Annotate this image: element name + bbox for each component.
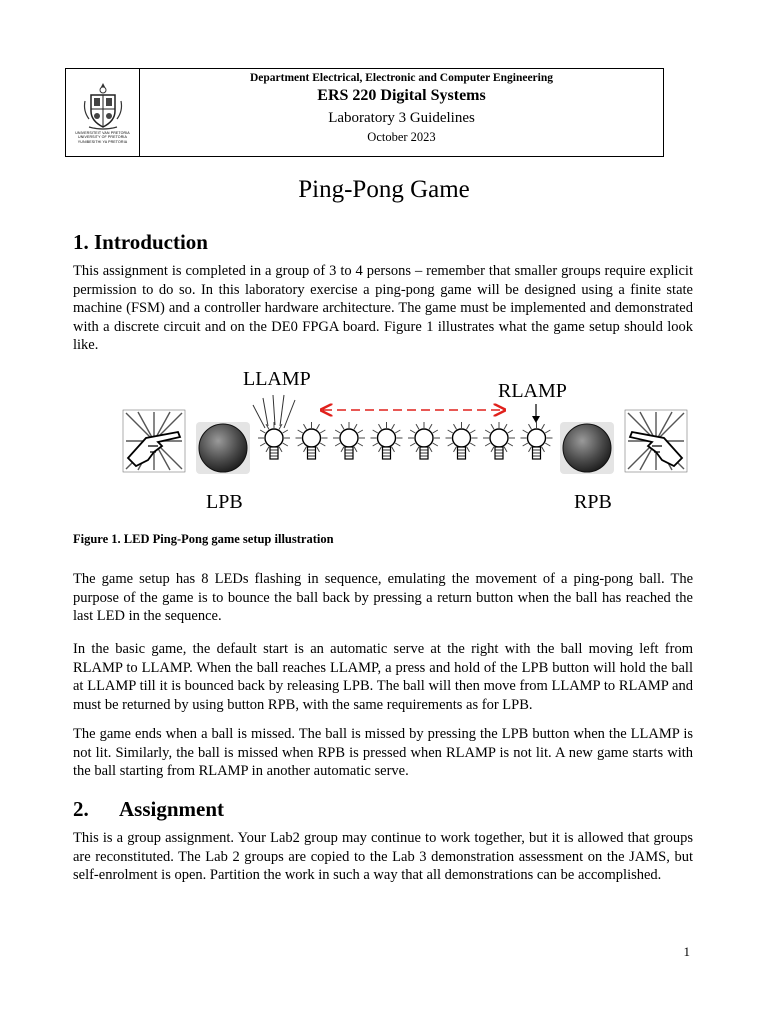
led-bulb (408, 422, 440, 459)
led-bulb (446, 422, 478, 459)
section-title: Assignment (119, 797, 225, 821)
left-hand-icon (123, 410, 185, 472)
crest-icon (81, 81, 125, 131)
section-heading-introduction: 1. Introduction (73, 230, 208, 254)
department-name: Department Electrical, Electronic and Computer Engineering (249, 72, 553, 84)
page-title: Ping-Pong Game (298, 176, 470, 203)
rlamp-label: RLAMP (498, 380, 567, 402)
section-number: 2. (73, 797, 89, 821)
logo-caption-line: UNIVERSITEIT VAN PRETORIA (75, 130, 130, 135)
rpb-label: RPB (574, 491, 612, 513)
university-logo (66, 69, 140, 156)
led-bulb (258, 422, 290, 459)
lpb-label: LPB (206, 491, 243, 513)
body-paragraph: The game ends when a ball is missed. The ball is missed by pressing the LPB button when the LLAMP is not lit. Similarly, the ball is missed when RPB is pressed when RLAMP is not lit. A new game starts with the ball starting from RLAMP in another automatic serve. (73, 726, 693, 779)
lab-title: Laboratory 3 Guidelines (328, 110, 475, 126)
led-bulb (521, 422, 553, 459)
led-bulb (483, 422, 515, 459)
assignment-paragraph: This is a group assignment. Your Lab2 group may continue to work together, but it is allowed that groups are reconstituted. The Lab 2 groups are copied to the Lab 3 demonstration assessment on the JAMS, but self-enrolment is open. Partition the work in such a way that all demonstrations can be accomplished. (73, 830, 693, 883)
document-date: October 2023 (367, 130, 436, 144)
led-bulb (371, 422, 403, 459)
body-paragraph: In the basic game, the default start is an automatic serve at the right with the ball moving left from RLAMP to LLAMP. When the ball reaches LLAMP, a press and hold of the LPB button will hold the ball at LLAMP till it is bounced back by releasing LPB. The ball will then move from LLAMP to RLAMP and must be returned by using button RPB, with the same requirements as for LPB. (73, 641, 693, 713)
figure-ping-pong-setup (118, 360, 692, 525)
intro-paragraph: This assignment is completed in a group of 3 to 4 persons – remember that smaller groups require explicit permission to do so. In this laboratory exercise a ping-pong game will be designed using a finite state machine (FSM) and a controller hardware architecture. The game must be implemented and demonstrated with a discrete circuit and on the DE0 FPGA board. Figure 1 illustrates what the game setup should look like. (73, 263, 693, 353)
rlamp-pointer-arrow (532, 404, 540, 423)
right-push-button (560, 422, 614, 474)
figure-illustration (118, 360, 692, 520)
led-bulb (333, 422, 365, 459)
logo-caption-line: YUNIBESITHI YA PRETORIA (77, 139, 128, 144)
course-title: ERS 220 Digital Systems (317, 87, 486, 104)
logo-caption (75, 131, 130, 145)
logo-caption-line: UNIVERSITY OF PRETORIA (78, 135, 127, 140)
document-header (65, 68, 664, 157)
led-row (258, 422, 553, 459)
right-hand-icon (625, 410, 687, 472)
header-text (140, 69, 663, 156)
page-number: 1 (683, 944, 690, 959)
section-heading-assignment (73, 797, 224, 822)
llamp-label: LLAMP (243, 368, 311, 390)
left-push-button (196, 422, 250, 474)
figure-caption: Figure 1. LED Ping-Pong game setup illustration (73, 532, 334, 546)
led-bulb (296, 422, 328, 459)
body-paragraph: The game setup has 8 LEDs flashing in sequence, emulating the movement of a ping-pong ball. The purpose of the game is to bounce the ball back by pressing a return button when the ball has reached the last LED in the sequence. (73, 571, 693, 624)
